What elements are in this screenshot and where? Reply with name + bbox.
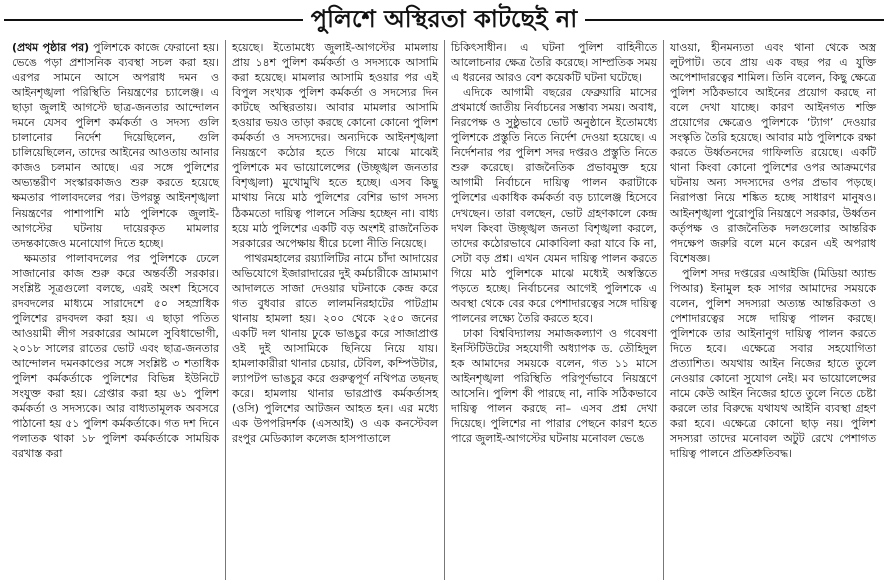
article-paragraph: পুলিশ সদর দপ্তরের এআইজি (মিডিয়া অ্যান্ড পিআর) ইনামুল হক সাগর আমাদের সময়কে বলেন, পুলিশ সদস্যরা অত্যন্ত আন্তরিকতা ও পেশাদারত্বের সঙ্গে দায়িত্ব পালন করছে। পুলিশকে তার আইনানুগ দায়িত্ব পালন করতে দিতে হবে। এক্ষেত্রে সবার সহযোগিতা প্রত্যাশিত। অযথায় আইন নিজের হাতে তুলে নেওয়ার কোনো সুযোগ নেই। মব ভায়োলেন্সের নামে কেউ আইন নিজের হাতে তুলে নিতে চেষ্টা করলে তার বিরুদ্ধে যথাযথ আইনি ব্যবস্থা গ্রহণ করা হবে। এক্ষেত্রে কোনো ছাড় নয়। পুলিশ সদস্যরা তাদের মনোবল অটুট রেখে পেশাগত দায়িত্ব পালনে প্রতিশ্রুতিবদ্ধ। [670, 266, 876, 461]
article-paragraph: যাওয়া, হীনমন্যতা এবং থানা থেকে অস্ত্র লুটপাট। তবে প্রায় এক বছর পর এ যুক্তি অপেশাদারত্বের শামিল। তিনি বলেন, কিছু ক্ষেত্রে পুলিশ সঠিকভাবে আইনের প্রয়োগ করছে না বলে দেখা যাচ্ছে। কারণ আইনগত শক্তি প্রয়োগের ক্ষেত্রেও পুলিশকে ‘ট্যাগ’ দেওয়ার সংস্কৃতি তৈরি হয়েছে। আবার মাঠ পুলিশকে রক্ষা করতে উর্ধ্বতনদের গাফিলতি রয়েছে। একটি থানা কিংবা কোনো পুলিশের ওপর আক্রমণের ঘটনায় অন্য সদস্যদের ওপর প্রভাব পড়ছে। নিরাপত্তা নিয়ে শঙ্কিত হচ্ছে সাধারণ মানুষও। আইনশৃঙ্খলা পুরোপুরি নিয়ন্ত্রণে সরকার, উর্ধ্বতন কর্তৃপক্ষ ও রাজনৈতিক দলগুলোর আন্তরিক পদক্ষেপ জরুরি বলে মনে করেন এই অপরাধ বিশেষজ্ঞ। [670, 41, 876, 265]
article-paragraph: ক্ষমতার পালাবদলের পর পুলিশকে ঢেলে সাজানোর কাজ শুরু করে অন্তর্বর্তী সরকার। সংশ্লিষ্ট সূত্রগুলো বলছে, এরই অংশ হিসেবে রদবদলের মাধ্যমে সারাদেশে ৫০ সহস্রাধিক পুলিশের রদবদল করা হয়। এ ছাড়া পতিত আওয়ামী লীগ সরকারের আমলে সুবিধাভোগী, ২০১৮ সালের রাতের ভোট এবং ছাত্র-জনতার আন্দোলন দমনকাণ্ডের সঙ্গে সংশ্লিষ্ট ৩ শতাধিক পুলিশ কর্মকর্তাকে পুলিশের বিভিন্ন ইউনিটে সংযুক্ত করা হয়। গ্রেপ্তার করা হয় ৬১ পুলিশ কর্মকর্তা ও সদস্যকে। আর বাধ্যতামূলক অবসরে পাঠানো হয় ৫১ পুলিশ কর্মকর্তাকে। গত দশ দিনে পলাতক থাকা ১৮ পুলিশ কর্মকর্তাকে সাময়িক বরখাস্ত করা [12, 251, 219, 461]
headline-rule-right [585, 19, 884, 21]
article-paragraph: পাথরমহালের রয়্যালিটির নামে চাঁদা আদায়ের অভিযোগে ইজারাদারের দুই কর্মচারীকে ভ্রাম্যমাণ আদালতে সাজা দেওয়ার ঘটনাকে কেন্দ্র করে গত বুধবার রাতে লালমনিরহাটের পাটগ্রাম থানায় হামলা হয়। ২০০ থেকে ২৫০ জনের একটি দল থানায় ঢুকে ভাঙচুর করে সাজাপ্রাপ্ত ওই দুই আসামিকে ছিনিয়ে নিয়ে যায়। হামলাকারীরা থানার চেয়ার, টেবিল, কম্পিউটার, ল্যাপটপ ভাঙচুর করে গুরুত্বপূর্ণ নথিপত্র তছনছ করে। হামলায় থানার ভারপ্রাপ্ত কর্মকর্তাসহ (ওসি) পুলিশের আটজন আহত হন। এর মধ্যে এক উপপরিদর্শক (এসআই) ও এক কনস্টেবল রংপুর মেডিক্যাল কলেজ হাসপাতালে [232, 251, 438, 446]
article-paragraph [12, 40, 219, 251]
article-paragraph: ঢাকা বিশ্ববিদ্যালয় সমাজকল্যাণ ও গবেষণা ইনস্টিটিউটের সহযোগী অধ্যাপক ড. তৌহিদুল হক আমাদের সময়কে বলেন, গত ১১ মাসে আইনশৃঙ্খলা পরিস্থিতি পরিপূর্ণভাবে নিয়ন্ত্রণে আসেনি। পুলিশ কী পারছে না, নাকি সঠিকভাবে দায়িত্ব পালন করছে না– এসব প্রশ্ন দেখা দিয়েছে। পুলিশের না পারার পেছনে কারণ হতে পারে জুলাই-আগস্টের ঘটনায় মনোবল ভেঙে [451, 326, 657, 446]
headline: পুলিশে অস্থিরতা কাটছেই না [310, 5, 578, 33]
article-paragraph: চিকিৎসাধীন। এ ঘটনা পুলিশ বাহিনীতে আলোচনার ক্ষেত্র তৈরি করেছে। সাম্প্রতিক সময় এ ধরনের আরও বেশ কয়েকটি ঘটনা ঘটেছে। [451, 41, 657, 85]
continued-label: (প্রথম পৃষ্ঠার পর) [12, 41, 90, 54]
article-body [6, 40, 882, 580]
article-column-3 [444, 40, 663, 580]
paragraph-text: পুলিশকে কাজে ফেরানো হয়। ভেঙে পড়া প্রশাসনিক ব্যবস্থা সচল করা হয়। এরপর সামনে আসে অপরাধ দমন ও আইনশৃঙ্খলা পরিস্থিতি নিয়ন্ত্রণের চ্যালেঞ্জ। এ ছাড়া জুলাই আগস্টে ছাত্র-জনতার আন্দোলন দমনে যেসব পুলিশ কর্মকর্তা ও সদস্য গুলি চালানোর নির্দেশ দিয়েছিলেন, গুলি চালিয়েছিলেন, তাদের আইনের আওতায় আনার কাজও চলমান আছে। এর সঙ্গে পুলিশের অভ্যন্তরীণ সংস্কারকাজও শুরু করতে হয়েছে ক্ষমতার পালাবদলের পর। উপরন্তু আইনশৃঙ্খলা নিয়ন্ত্রণের পাশাপাশি মাঠ পুলিশকে জুলাই-আগস্টের ঘটনায় দায়েরকৃত মামলার তদন্তকাজেও মনোযোগ দিতে হচ্ছে। [12, 41, 220, 250]
article-paragraph: এদিকে আগামী বছরের ফেব্রুয়ারি মাসের প্রথমার্ধে জাতীয় নির্বাচনের সম্ভাব্য সময়। অবাধ, নিরপেক্ষ ও সুষ্ঠুভাবে ভোট অনুষ্ঠানে ইতোমধ্যে পুলিশকে প্রস্তুতি নিতে নির্দেশ দেওয়া হয়েছে। এ নির্দেশনার পর পুলিশ সদর দপ্তরও প্রস্তুতি নিতে শুরু করেছে। রাজনৈতিক প্রভাবমুক্ত হয়ে আগামী নির্বাচনে দায়িত্ব পালন করাটাকে পুলিশের একাধিক কর্মকর্তা বড় চ্যালেঞ্জ হিসেবে দেখছেন। তারা বলছেন, ভোট গ্রহণকালে কেন্দ্র দখল কিংবা উচ্ছৃঙ্খল জনতা বিশৃঙ্খলা করলে, তাদের কঠোরভাবে মোকাবিলা করা যাবে কি না, সেটা বড় প্রশ্ন। এখন যেমন দায়িত্ব পালন করতে গিয়ে মাঠ পুলিশকে মাঝে মধ্যেই অস্বস্তিতে পড়তে হচ্ছে। নির্বাচনের আগেই পুলিশকে এ অবস্থা থেকে বের করে পেশাদারত্বের সঙ্গে দায়িত্ব পালনের লক্ষ্যে তৈরি করতে হবে। [451, 86, 657, 325]
headline-rule-left [4, 19, 303, 21]
article-column-2 [225, 40, 444, 580]
headline-bar [4, 2, 884, 36]
article-column-1 [6, 40, 225, 580]
article-paragraph: হয়েছে। ইতোমধ্যে জুলাই-আগস্টের মামলায় প্রায় ১৪শ পুলিশ কর্মকর্তা ও সদস্যকে আসামি করা হয়েছে। মামলার আসামি হওয়ার পর এই বিপুল সংখ্যক পুলিশ কর্মকর্তা ও সদস্যের দিন কাটছে অস্থিরতায়। আবার মামলার আসামি হওয়ার ভয়ও তাড়া করছে কোনো কোনো পুলিশ কর্মকর্তা ও সদস্যদের। অন্যদিকে আইনশৃঙ্খলা নিয়ন্ত্রণে কঠোর হতে গিয়ে মাঝে মাঝেই পুলিশকে মব ভায়োলেন্সের (উচ্ছৃঙ্খল জনতার বিশৃঙ্খলা) মুখোমুখি হতে হচ্ছে। এসব কিছু মাথায় নিয়ে মাঠ পুলিশের বেশির ভাগ সদস্য ঠিকমতো দায়িত্ব পালনে সক্রিয় হচ্ছেন না। বাধ্য হয়ে মাঠ পুলিশের একটি বড় অংশই রাজনৈতিক সরকারের অপেক্ষায় ধীরে চলো নীতি নিয়েছে। [232, 41, 438, 250]
article-column-4 [663, 40, 882, 580]
